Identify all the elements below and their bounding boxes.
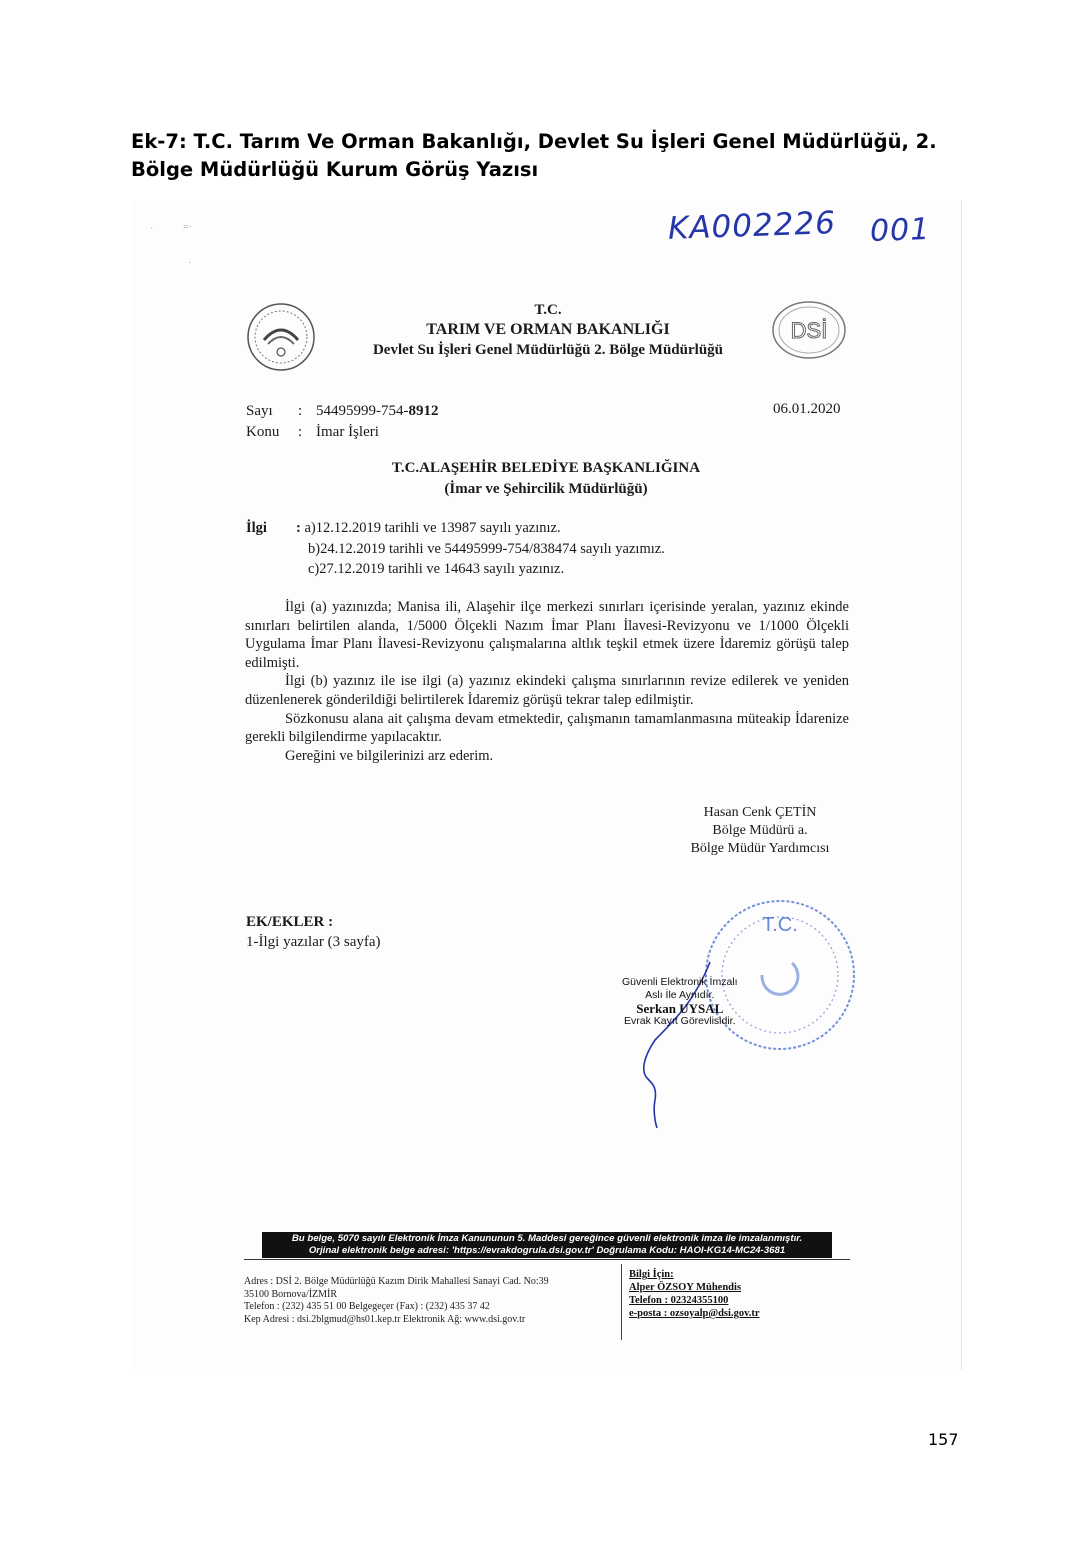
ilgi-label-text: İlgi [246,520,267,536]
letterhead-ministry: TARIM VE ORMAN BAKANLIĞI [426,321,670,338]
esign-line-4: Evrak Kayıt Görevlisidir. [624,1015,736,1027]
footer-contact [629,1268,760,1320]
signer-title-2: Bölge Müdür Yardımcısı [690,841,830,856]
ministry-emblem-icon [246,302,316,372]
konu-value: İmar İşleri [316,424,379,440]
ilgi-item: c)27.12.2019 tarihli ve 14643 sayılı yazınız. [308,561,565,577]
official-stamp-icon [700,895,860,1055]
footer-address-1: Adres : DSİ 2. Bölge Müdürlüğü Kazım Dirik Mahallesi Sanayi Cad. No:39 [244,1276,549,1287]
dsi-logo-icon [771,300,847,360]
letterhead [330,300,766,360]
footer-info-label: Bilgi İçin: [629,1269,674,1280]
recipient [246,458,846,500]
handwritten-code: KA002226 [667,205,837,247]
heading-line-2: Bölge Müdürlüğü Kurum Görüş Yazısı [131,158,539,181]
konu-label: Konu [246,424,280,440]
signer-name: Hasan Cenk ÇETİN [703,805,817,820]
konu-sep: : [298,424,303,440]
body-paragraph: İlgi (b) yazınız ile ise ilgi (a) yazınız ekindeki çalışma sınırlarının revize edilerek ve yeniden düzenlenerek gönderildiği belirtilerek İdaremiz görüşü tekrar talep edilmiştir. [245,673,849,708]
banner-line-2: Orjinal elektronik belge adresi: 'https://evrakdogrula.dsi.gov.tr' Doğrulama Kodu: HAOI-KG14-MC24-3681 [308,1245,786,1256]
page-heading [131,128,981,184]
electronic-signature-block [622,976,738,1028]
esign-line-2: Aslı İle Aynıdır. [645,989,715,1001]
e-signature-banner [262,1232,832,1258]
heading-line-1: Ek-7: T.C. Tarım Ve Orman Bakanlığı, Devlet Su İşleri Genel Müdürlüğü, 2. [131,130,937,153]
signer-title-1: Bölge Müdürü a. [712,823,808,838]
sayi-label: Sayı [246,403,273,419]
letter-date: 06.01.2020 [773,401,841,417]
footer-info-phone: Telefon : 02324355100 [629,1295,729,1306]
footer-kep: Kep Adresi : dsi.2blgmud@hs01.kep.tr Elektronik Ağ: www.dsi.gov.tr [244,1313,526,1325]
ilgi-item-text: a)12.12.2019 tarihli ve 13987 sayılı yazınız. [304,520,561,536]
footer-info-email: e-posta : ozsoyalp@dsi.gov.tr [629,1308,760,1319]
attachments-label: EK/EKLER : [246,914,334,930]
letterhead-directorate: Devlet Su İşleri Genel Müdürlüğü 2. Bölge Müdürlüğü [372,342,724,358]
body-paragraph: Sözkonusu alana ait çalışma devam etmektedir, çalışmanın tamamlanmasına müteakip İdarenize gerekli bilgilendirme yapılacaktır. [245,710,849,746]
sayi-value-bold: 8912 [408,403,439,419]
scan-speck: · [150,224,154,235]
sayi-sep: : [298,403,303,419]
scan-speck: =· [183,222,192,233]
esign-line-1: Güvenli Elektronik İmzalı [622,976,738,988]
signer-block [660,804,860,858]
ilgi-item [296,518,665,539]
esign-name: Serkan UYSAL [636,1001,724,1016]
scan-speck: · [188,258,192,269]
footer-address-2: 35100 Bornova/İZMİR [244,1288,338,1300]
body-paragraph: Gereğini ve bilgilerinizi arz ederim. [285,747,494,764]
handwritten-suffix: 001 [869,211,931,250]
stamp-top-text: T.C. [762,914,798,936]
page-number: 157 [928,1430,959,1449]
banner-line-1: Bu belge, 5070 sayılı Elektronik İmza Kanununun 5. Maddesi gereğince güvenli elektronik imza ile imzalanmıştır. [291,1233,803,1244]
footer-divider [621,1264,622,1340]
attachments [246,912,381,952]
konu-row [246,422,379,443]
ilgi-item: b)24.12.2019 tarihli ve 54495999-754/838474 sayılı yazımız. [308,540,665,557]
recipient-line-1: T.C.ALAŞEHİR BELEDİYE BAŞKANLIĞINA [391,460,701,476]
dsi-logo-text: DSİ [790,318,828,343]
ilgi-sep: : [296,520,301,536]
ilgi-label [246,518,296,539]
letter-body [245,598,849,765]
sayi-value-prefix: 54495999-754- [316,403,409,419]
body-paragraph: İlgi (a) yazınızda; Manisa ili, Alaşehir ilçe merkezi sınırları içerisinde yeralan, yazınız ekinde sınırları belirtilen alanda, 1/5000 Ölçekli Nazım İmar Planı İlavesi-Revizyonu ve 1/1000 Ölçekli Uygulama İmar Planı İlavesi-Revizyonu çalışmalarına altlık teşkil etmek üzere İdaremiz görüşü talep edilmişti. [245,599,849,671]
ilgi-block [246,518,665,580]
sayi-row [246,401,439,422]
footer-address [244,1276,616,1326]
footer-rule [244,1259,850,1260]
attachments-item: 1-İlgi yazılar (3 sayfa) [246,934,381,950]
scanned-letter [131,200,962,1370]
footer-phone: Telefon : (232) 435 51 00 Belgegeçer (Fax) : (232) 435 37 42 [244,1301,490,1312]
ilgi-list [296,518,665,580]
letterhead-tc: T.C. [534,302,562,318]
recipient-line-2: (İmar ve Şehircilik Müdürlüğü) [444,481,648,497]
footer-info-name: Alper ÖZSOY Mühendis [629,1282,742,1293]
